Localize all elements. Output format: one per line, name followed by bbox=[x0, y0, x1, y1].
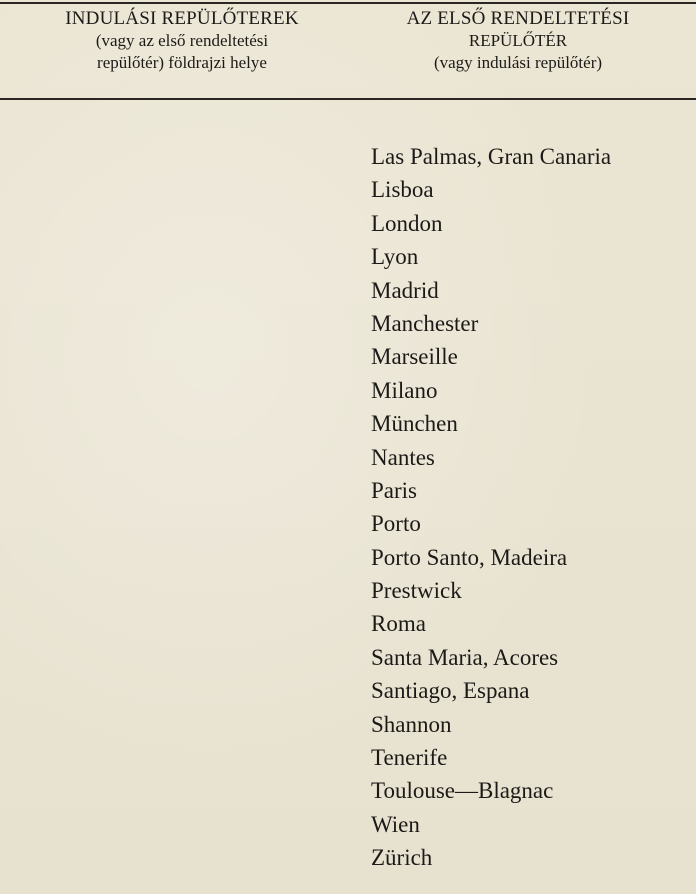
airport-list-item: Madrid bbox=[371, 277, 439, 303]
airport-list-item: Lisboa bbox=[371, 177, 434, 203]
airport-list-item: Nantes bbox=[371, 444, 435, 470]
airport-list-item: Toulouse—Blagnac bbox=[371, 778, 554, 804]
column-header-departure-line2: (vagy az első rendeltetési bbox=[95, 31, 269, 50]
top-rule bbox=[0, 2, 696, 4]
airport-list-item: Roma bbox=[371, 611, 426, 637]
column-header-departure-line3: repülőtér) földrajzi helye bbox=[97, 53, 267, 72]
airport-list-item: Porto Santo, Madeira bbox=[371, 544, 568, 570]
column-header-destination-line3: (vagy indulási repülőtér) bbox=[433, 53, 603, 72]
airport-list-item: Zürich bbox=[371, 845, 433, 871]
airport-list-item: München bbox=[371, 411, 458, 437]
column-header-destination bbox=[356, 8, 680, 74]
airport-list-item: London bbox=[371, 210, 443, 236]
airport-list-item: Santiago, Espana bbox=[371, 678, 530, 704]
airport-list-item: Shannon bbox=[371, 711, 452, 737]
column-header-departure bbox=[18, 8, 346, 74]
airport-list-item: Las Palmas, Gran Canaria bbox=[371, 144, 612, 169]
airport-list-item: Prestwick bbox=[371, 578, 462, 604]
header-rule bbox=[0, 98, 696, 100]
airport-list-item: Lyon bbox=[371, 244, 419, 270]
column-header-destination-line2: REPÜLŐTÉR bbox=[468, 31, 568, 50]
column-header-departure-title: INDULÁSI REPÜLŐTEREK bbox=[65, 8, 299, 29]
airport-list-item: Tenerife bbox=[371, 745, 448, 771]
airport-list-item: Milano bbox=[371, 377, 438, 403]
airport-list-item: Santa Maria, Acores bbox=[371, 644, 559, 670]
airport-list-item: Wien bbox=[371, 811, 420, 837]
airport-list-item: Porto bbox=[371, 511, 421, 537]
airport-list-item: Manchester bbox=[371, 310, 479, 336]
column-header-destination-title: AZ ELSŐ RENDELTETÉSI bbox=[406, 8, 630, 29]
destination-airport-list bbox=[371, 140, 611, 875]
airport-list-item: Paris bbox=[371, 477, 417, 503]
airport-list-item: Marseille bbox=[371, 344, 458, 370]
